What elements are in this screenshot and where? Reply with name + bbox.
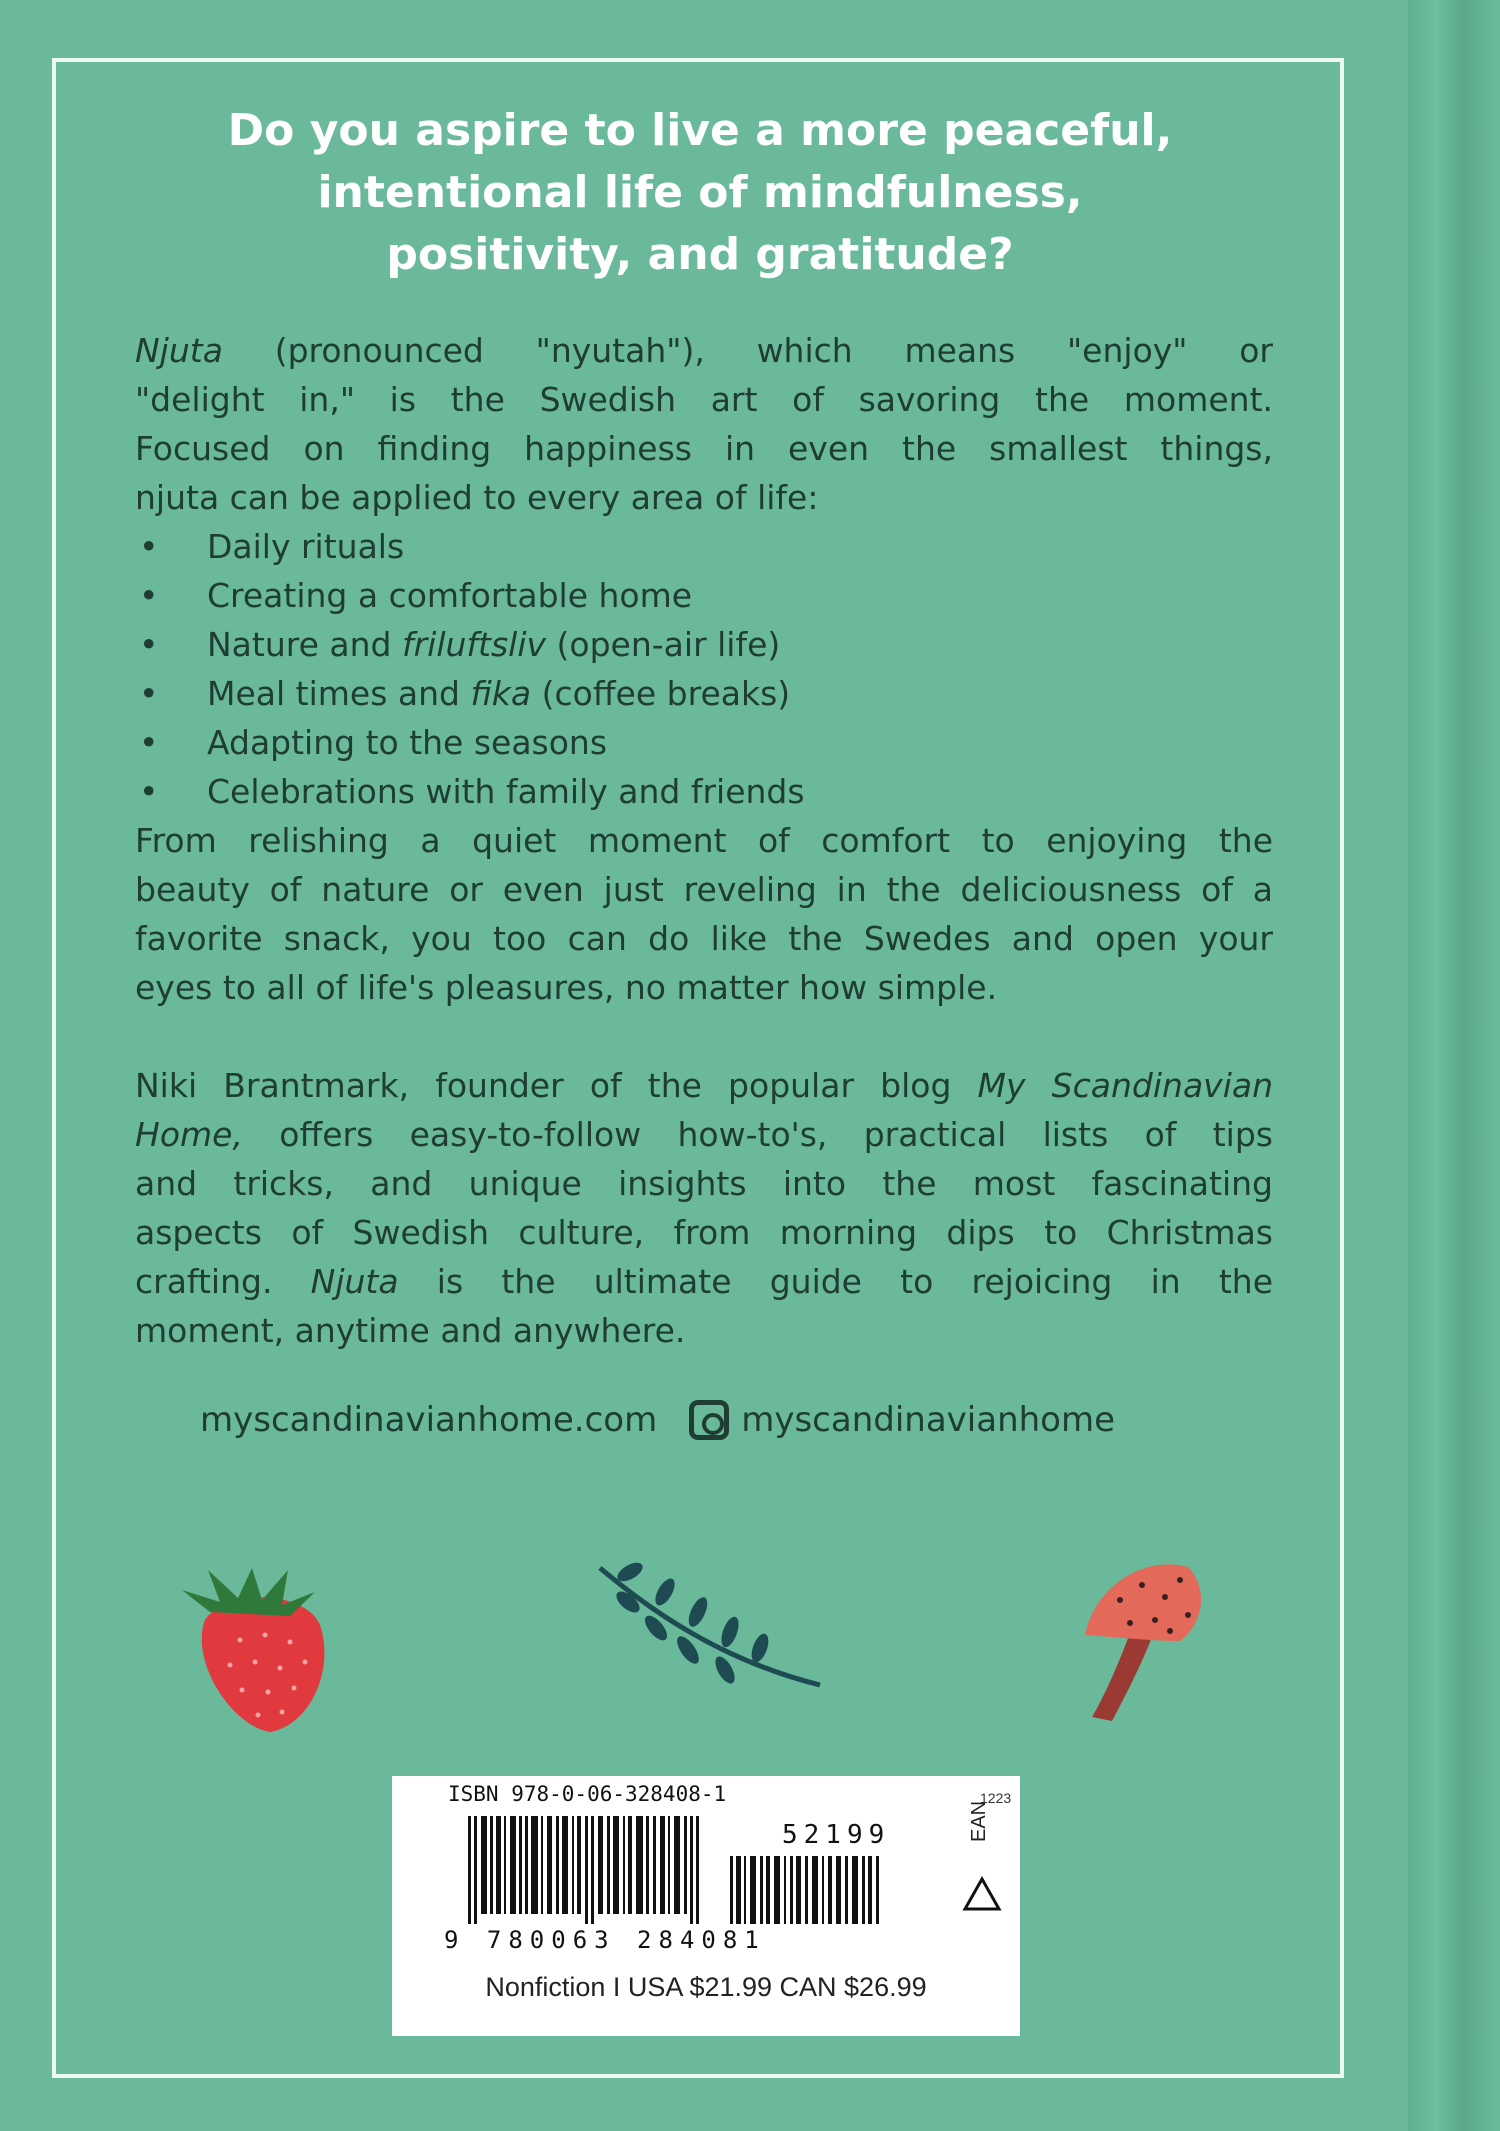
contact-links [200, 1400, 1250, 1440]
ean-triangle-icon [962, 1876, 1002, 1912]
list-item: • Nature and friluftsliv (open-air life) [135, 620, 1273, 669]
headline-line: Do you aspire to live a more peaceful, [227, 105, 1173, 156]
intro-line [135, 326, 1273, 375]
bullet-icon: • [139, 772, 159, 811]
list-item: • Daily rituals [135, 522, 1273, 571]
intro-line: Focused on finding happiness in even the smallest things, [135, 429, 1273, 468]
instagram-handle[interactable]: myscandinavianhome [741, 1400, 1116, 1440]
author-line: and tricks, and unique insights into the most fascinating [135, 1164, 1273, 1203]
isbn-digits: 9 780063 284081 [444, 1926, 766, 1954]
website-link[interactable]: myscandinavianhome.com [200, 1400, 658, 1440]
author-line: Home, offers easy-to-follow how-to's, practical lists of tips [135, 1115, 1273, 1154]
intro-line: "delight in," is the Swedish art of savoring the moment. [135, 380, 1273, 419]
list-item: • Adapting to the seasons [135, 718, 1273, 767]
mushroom-icon [1060, 1545, 1220, 1725]
author-line: moment, anytime and anywhere. [135, 1311, 686, 1350]
bullet-icon: • [139, 527, 159, 566]
instagram-icon [689, 1400, 729, 1440]
issue-code: 1223 [980, 1790, 1012, 1806]
closing-line: favorite snack, you too can do like the Swedes and open your [135, 919, 1273, 958]
intro-line: njuta can be applied to every area of life: [135, 478, 819, 517]
list-item: • Meal times and fika (coffee breaks) [135, 669, 1273, 718]
bullet-icon: • [139, 625, 159, 664]
author-line: aspects of Swedish culture, from morning dips to Christmas [135, 1213, 1273, 1252]
closing-line: beauty of nature or even just reveling in the deliciousness of a [135, 870, 1273, 909]
intro-text: (pronounced "nyutah"), which means "enjoy" or [222, 331, 1273, 370]
strawberry-icon [170, 1550, 350, 1740]
barcode-bars [468, 1816, 948, 1924]
author-line: Niki Brantmark, founder of the popular blog My Scandinavian [135, 1066, 1274, 1105]
price-code: 52199 [782, 1820, 891, 1850]
bullet-list [135, 522, 1273, 816]
headline [150, 100, 1250, 286]
barcode-label [392, 1776, 1020, 2036]
closing-line: eyes to all of life's pleasures, no matter how simple. [135, 968, 998, 1007]
book-spine [1408, 0, 1500, 2131]
list-item: • Celebrations with family and friends [135, 767, 1273, 816]
bullet-icon: • [139, 674, 159, 713]
isbn-text: ISBN 978-0-06-328408-1 [448, 1782, 727, 1806]
blurb-text [135, 326, 1273, 1355]
intro-term: Njuta [135, 331, 223, 370]
price-line: Nonfiction I USA $21.99 CAN $26.99 [485, 1972, 927, 2002]
bullet-icon: • [139, 576, 159, 615]
headline-line: intentional life of mindfulness, [317, 167, 1083, 218]
bullet-icon: • [139, 723, 159, 762]
closing-line: From relishing a quiet moment of comfort to enjoying the [135, 821, 1273, 860]
headline-line: positivity, and gratitude? [386, 229, 1014, 280]
author-line: crafting. Njuta is the ultimate guide to rejoicing in the [135, 1262, 1274, 1301]
leaf-sprig-icon [590, 1550, 830, 1710]
list-item: • Creating a comfortable home [135, 571, 1273, 620]
ean-label: EAN [968, 1800, 990, 1842]
